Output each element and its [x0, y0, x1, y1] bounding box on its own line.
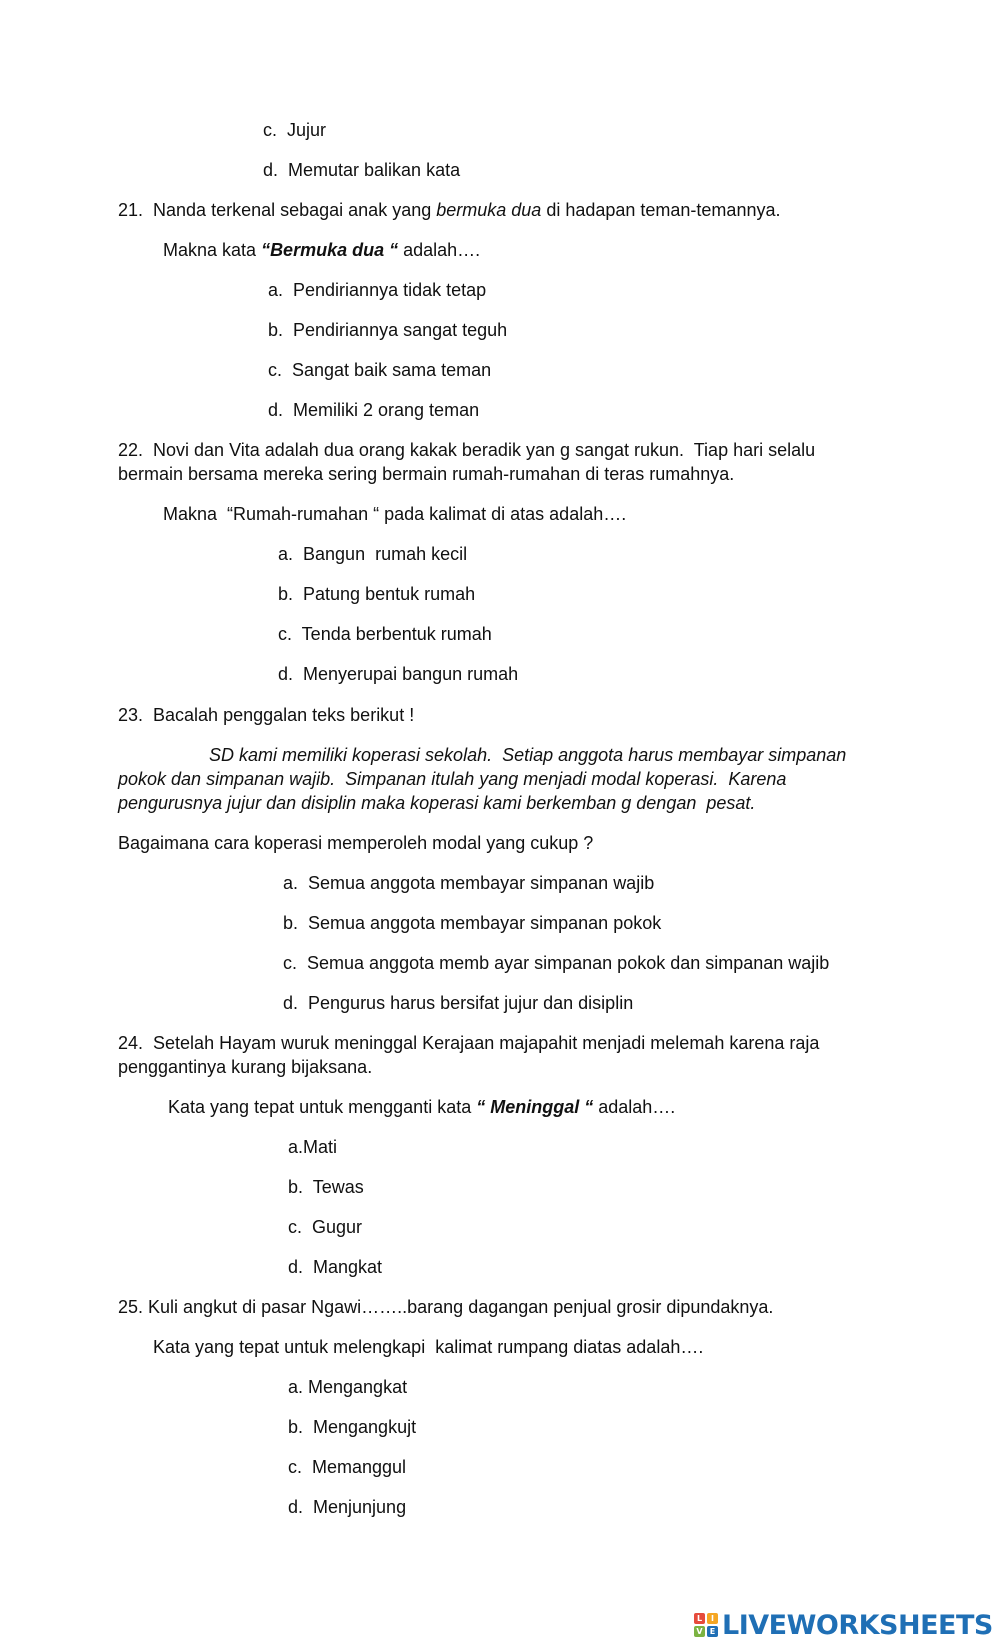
q24-option-c: c. Gugur: [288, 1217, 363, 1237]
q22-option-d: d. Menyerupai bangun rumah: [278, 664, 519, 684]
q21-stem: 21. Nanda terkenal sebagai anak yang bermuka dua di hadapan teman-temannya.: [118, 200, 781, 220]
logo-block-i: I: [707, 1613, 718, 1624]
q25-prompt: Kata yang tepat untuk melengkapi kalimat rumpang diatas adalah….: [153, 1337, 704, 1357]
liveworksheets-logo: [694, 1608, 993, 1642]
q23-option-d: d. Pengurus harus bersifat jujur dan disiplin: [283, 993, 634, 1013]
logo-block-l: L: [694, 1613, 705, 1624]
logo-text: LIVEWORKSHEETS: [722, 1609, 993, 1641]
q20-option-d: d. Memutar balikan kata: [263, 160, 461, 180]
q23-option-b: b. Semua anggota membayar simpanan pokok: [283, 913, 662, 933]
logo-block-v: V: [694, 1626, 705, 1637]
q24-option-a: a.Mati: [288, 1137, 338, 1157]
q21-option-c: c. Sangat baik sama teman: [268, 360, 492, 380]
q25-option-b: b. Mengangkujt: [288, 1417, 417, 1437]
q22-option-c: c. Tenda berbentuk rumah: [278, 624, 492, 644]
q24-stem-line2: penggantinya kurang bijaksana.: [118, 1057, 373, 1077]
q23-option-a: a. Semua anggota membayar simpanan wajib: [283, 873, 655, 893]
q23-stem: 23. Bacalah penggalan teks berikut !: [118, 705, 415, 725]
q24-prompt: Kata yang tepat untuk mengganti kata “ Meninggal “ adalah….: [168, 1097, 676, 1117]
q25-option-c: c. Memanggul: [288, 1457, 407, 1477]
q23-passage-line2: pokok dan simpanan wajib. Simpanan itulah yang menjadi modal koperasi. Karena: [118, 769, 787, 789]
q22-prompt: Makna “Rumah-rumahan “ pada kalimat di atas adalah….: [163, 504, 627, 524]
q22-stem-line2: bermain bersama mereka sering bermain rumah-rumahan di teras rumahnya.: [118, 464, 735, 484]
q21-prompt: Makna kata “Bermuka dua “ adalah….: [163, 240, 481, 260]
q24-option-b: b. Tewas: [288, 1177, 364, 1197]
q21-option-b: b. Pendiriannya sangat teguh: [268, 320, 508, 340]
q23-passage-line1: SD kami memiliki koperasi sekolah. Setiap anggota harus membayar simpanan: [209, 745, 847, 765]
logo-block-e: E: [707, 1626, 718, 1637]
q24-stem-line1: 24. Setelah Hayam wuruk meninggal Kerajaan majapahit menjadi melemah karena raja: [118, 1033, 820, 1053]
q21-option-a: a. Pendiriannya tidak tetap: [268, 280, 487, 300]
q21-option-d: d. Memiliki 2 orang teman: [268, 400, 480, 420]
q25-stem: 25. Kuli angkut di pasar Ngawi……..barang dagangan penjual grosir dipundaknya.: [118, 1297, 774, 1317]
q22-option-a: a. Bangun rumah kecil: [278, 544, 468, 564]
q23-option-c: c. Semua anggota memb ayar simpanan pokok dan simpanan wajib: [283, 953, 830, 973]
q25-option-a: a. Mengangkat: [288, 1377, 408, 1397]
q22-stem-line1: 22. Novi dan Vita adalah dua orang kakak beradik yan g sangat rukun. Tiap hari selalu: [118, 440, 816, 460]
q23-question: Bagaimana cara koperasi memperoleh modal yang cukup ?: [118, 833, 594, 853]
q24-option-d: d. Mangkat: [288, 1257, 383, 1277]
q25-option-d: d. Menjunjung: [288, 1497, 407, 1517]
q23-passage-line3: pengurusnya jujur dan disiplin maka koperasi kami berkemban g dengan pesat.: [118, 793, 756, 813]
q22-option-b: b. Patung bentuk rumah: [278, 584, 476, 604]
logo-blocks-icon: [694, 1613, 718, 1637]
q20-option-c: c. Jujur: [263, 120, 327, 140]
